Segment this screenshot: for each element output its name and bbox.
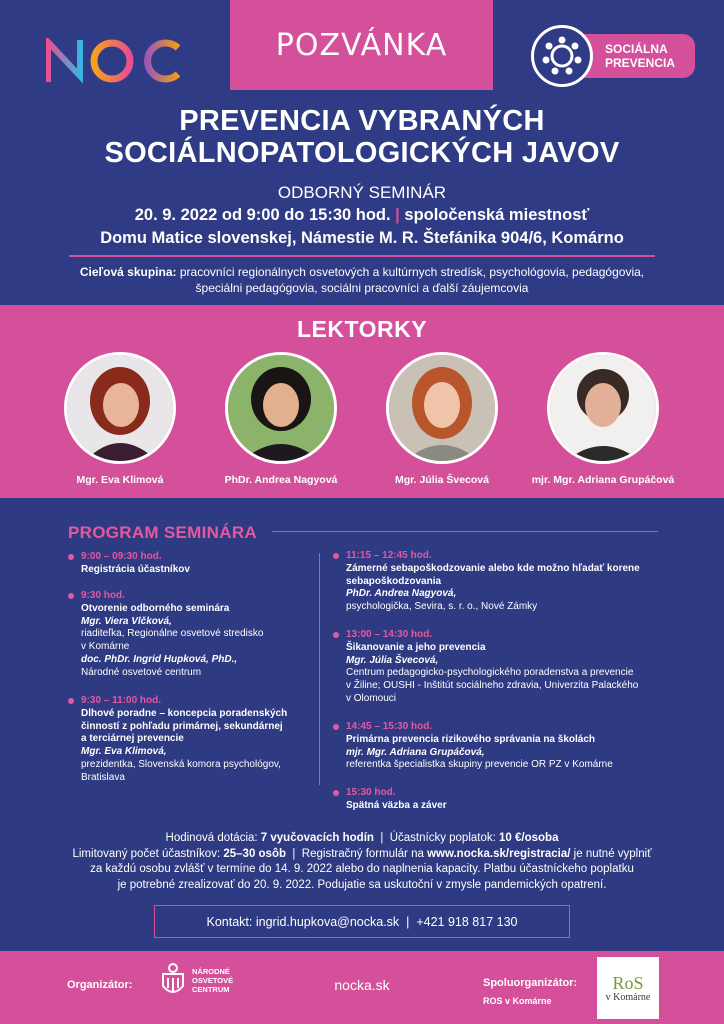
address: Domu Matice slovenskej, Námestie M. R. Štefánika 904/6, Komárno <box>100 229 624 247</box>
organizer-label: Organizátor: <box>67 979 133 991</box>
national-cultural-centre-logo: NÁRODNÉ OSVETOVÉ CENTRUM <box>160 962 233 998</box>
lecturers-title: LEKTORKY <box>296 316 428 342</box>
lecturer-name: Mgr. Eva Klimová <box>76 474 164 486</box>
lecturer-photo <box>547 352 659 464</box>
lecturer-photo <box>225 352 337 464</box>
seminar-type: ODBORNÝ SEMINÁR <box>277 183 447 202</box>
people-circle-icon <box>531 25 593 87</box>
date-and-place: 20. 9. 2022 od 9:00 do 15:30 hod. | spoločenská miestnosť <box>134 206 590 224</box>
ros-logo: RoS v Komárne <box>597 957 659 1019</box>
invitation-label: POZVÁNKA <box>275 27 448 63</box>
program-item: 9:00 – 09:30 hod. Registrácia účastníkov <box>81 551 311 577</box>
program-item: 14:45 – 15:30 hod. Primárna prevencia rizikového správania na školách mjr. Mgr. Adriana Grupáčová, referentka špecialistka skupiny prevencie OR PZ v Komárne <box>346 721 686 772</box>
contact-email[interactable]: ingrid.hupkova@nocka.sk <box>255 914 400 929</box>
page-title: PREVENCIA VYBRANÝCH SOCIÁLNOPATOLOGICKÝCH JAVOV <box>104 105 620 169</box>
lecturer-photo <box>386 352 498 464</box>
contact-phone[interactable]: +421 918 817 130 <box>416 914 518 929</box>
program-item: 15:30 hod. Spätná väzba a záver <box>346 787 686 813</box>
invitation-badge <box>230 0 493 90</box>
lecturer-name: Mgr. Júlia Švecová <box>395 474 489 486</box>
program-item: 9:30 – 11:00 hod. Dlhové poradne – koncepcia poradenských činností z pohľadu primárnej, sekundárnej a terciárnej prevencie Mgr. Eva Klimová, prezidentka, Slovenská komora psychológov, Bratislava <box>81 695 317 785</box>
event-info: Hodinová dotácia: 7 vyučovacích hodín | Účastnícky poplatok: 10 €/osoba Limitovaný počet účastníkov: 25–30 osôb | Registračný formulár na www.nocka.sk/registracia/ je nutné vyplniť za každú osobu zvlášť v termíne do 14. 9. 2022 alebo do naplnenia kapacity. Platbu účastníckeho poplatku je potrebné zrealizovať do 20. 9. 2022. Podujatie sa uskutoční v zmysle pandemických opatrení. <box>72 832 652 891</box>
program-item: 13:00 – 14:30 hod. Šikanovanie a jeho prevencia Mgr. Júlia Švecová, Centrum pedagogicko-psychologického poradenstva a prevencie v Žiline; OUSHI - Inštitút sociálneho zdravia, Univerzita Palackého v Olomouci <box>346 629 686 706</box>
divider <box>69 255 655 257</box>
lecturer-card <box>362 352 522 486</box>
noc-logo <box>46 38 182 84</box>
target-group: Cieľová skupina: pracovníci regionálnych osvetových a kultúrnych stredísk, psychológovia, pedagógovia, špeciálni pedagógovia, sociálni pracovníci a ďalší záujemcovia <box>79 265 645 295</box>
contact-box: Kontakt: ingrid.hupkova@nocka.sk | +421 918 817 130 <box>154 905 570 938</box>
coorganizer-name: ROS v Komárne <box>483 996 552 1006</box>
divider <box>272 531 658 532</box>
social-prevention-logo <box>531 28 695 84</box>
lecturer-card <box>201 352 361 486</box>
column-divider <box>319 553 320 785</box>
registration-link[interactable]: www.nocka.sk/registracia/ <box>427 847 571 860</box>
program-title: PROGRAM SEMINÁRA <box>68 523 257 542</box>
program-item: 11:15 – 12:45 hod. Zámerné sebapoškodzovanie alebo kde možno hľadať korene sebapoškodzovania PhDr. Andrea Nagyová, psychologička, Sevira, s. r. o., Nové Zámky <box>346 550 686 614</box>
lecturer-name: mjr. Mgr. Adriana Grupáčová <box>531 474 675 486</box>
social-prevention-label: SOCIÁLNA PREVENCIA <box>569 34 695 78</box>
website-link[interactable]: nocka.sk <box>334 977 390 993</box>
coorganizer-label: Spoluorganizátor: <box>483 977 578 989</box>
lecturer-name: PhDr. Andrea Nagyová <box>224 474 338 486</box>
program-item: 9:30 hod. Otvorenie odborného seminára Mgr. Viera Vlčková, riaditeľka, Regionálne osvetové stredisko v Komárne doc. PhDr. Ingrid Hupková, PhD., Národné osvetové centrum <box>81 590 317 680</box>
lecturer-photo <box>64 352 176 464</box>
lecturer-card <box>40 352 200 486</box>
lecturer-card <box>523 352 683 486</box>
